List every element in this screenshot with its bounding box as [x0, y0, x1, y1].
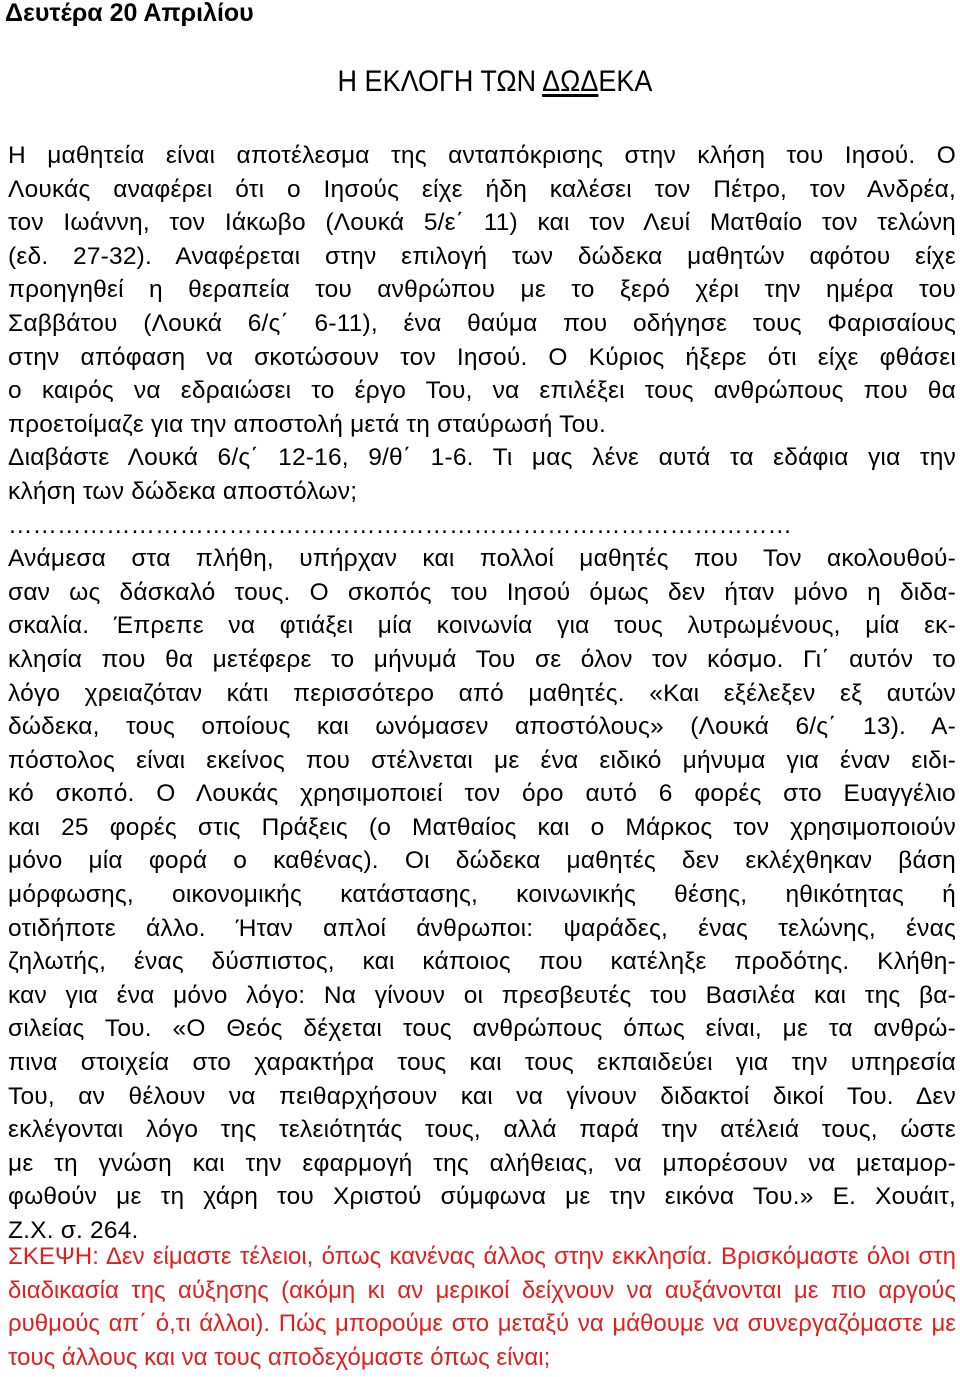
- body-line: πόστολος είναι εκείνος που στέλνεται με ένα ειδικό μήνυμα για έναν ειδι-: [8, 746, 956, 774]
- body-line: Ζ.Χ. σ. 264.: [8, 1217, 139, 1244]
- body-line: ο καιρός να εδραιώσει το έργο Του, να επιλέξει τους ανθρώπους που θα: [8, 377, 956, 405]
- page-title: [50, 64, 941, 100]
- title-text-end: ΕΚΑ: [598, 65, 653, 98]
- thought-section: [8, 1240, 956, 1374]
- body-line: καν για ένα μόνο λόγο: Να γίνουν οι πρεσβευτές του Βασιλέα και της βα-: [8, 981, 956, 1009]
- body-line: (εδ. 27-32). Αναφέρεται στην επιλογή των δώδεκα μαθητών αφότου είχε: [8, 242, 956, 270]
- body-line: σιλείας Του. «Ο Θεός δέχεται τους ανθρώπους όπως είναι, με τα ανθρώ-: [8, 1015, 956, 1043]
- body-line: οτιδήποτε άλλο. Ήταν απλοί άνθρωποι: ψαράδες, ένας τελώνης, ένας: [8, 914, 956, 942]
- body-line: σαν ως δάσκαλό τους. Ο σκοπός του Ιησού όμως δεν ήταν μόνο η διδα-: [8, 578, 956, 606]
- body-line: σκαλία. Έπρεπε να φτιάξει μία κοινωνία για τους λυτρωμένους, μία εκ-: [8, 612, 956, 640]
- question-line: κλήση των δώδεκα αποστόλων;: [8, 477, 358, 505]
- body-line: Ανάμεσα στα πλήθη, υπήρχαν και πολλοί μαθητές που Τον ακολουθού-: [8, 545, 956, 573]
- question-line: Διαβάστε Λουκά 6/ς΄ 12-16, 9/θ΄ 1-6. Τι μας λένε αυτά τα εδάφια για την: [8, 444, 956, 472]
- body-line: κλησία που θα μετέφερε το μήνυμά Του σε όλον τον κόσμο. Γι΄ αυτόν το: [8, 645, 956, 673]
- thought-line: ρυθμούς απ΄ ό,τι άλλοι). Πώς μπορούμε στο μεταξύ να μάθουμε να συνεργαζόμαστε με: [8, 1310, 956, 1337]
- body-line: και 25 φορές στις Πράξεις (ο Ματθαίος και ο Μάρκος τον χρησιμοποιούν: [8, 813, 956, 841]
- body-line: φωθούν με τη χάρη του Χριστού σύμφωνα με την εικόνα Του.» Ε. Χουάιτ,: [8, 1183, 956, 1211]
- body-line: τον Ιωάννη, τον Ιάκωβο (Λουκά 5/ε΄ 11) και τον Λευί Ματθαίο τον τελώνη: [8, 209, 956, 237]
- answer-dotted-line: ……………………………………………………………………………………: [8, 511, 792, 539]
- thought-line: ΣΚΕΨΗ: Δεν είμαστε τέλειοι, όπως κανένας άλλος στην εκκλησία. Βρισκόμαστε όλοι στη: [8, 1243, 956, 1270]
- body-line: με τη γνώση και την εφαρμογή της αλήθειας, να μπορέσουν να μεταμορ-: [8, 1149, 956, 1177]
- body-line: λόγο χρειαζόταν κάτι περισσότερο από μαθητές. «Και εξέλεξεν εξ αυτών: [8, 679, 956, 707]
- body-line: δώδεκα, τους οποίους και ωνόμασεν αποστόλους» (Λουκά 6/ς΄ 13). Α-: [8, 713, 956, 741]
- body-line: πινα στοιχεία στο χαρακτήρα τους και τους εκπαιδεύει για την υπηρεσία: [8, 1049, 956, 1077]
- date-heading: Δευτέρα 20 Απριλίου: [5, 0, 254, 27]
- body-line: μόρφωσης, οικονομικής κατάστασης, κοινωνικής θέσης, ηθικότητας ή: [8, 881, 956, 909]
- body-line: ζηλωτής, ένας δύσπιστος, και κάποιος που κατέληξε προδότης. Κλήθη-: [8, 948, 956, 976]
- body-line: Η μαθητεία είναι αποτέλεσμα της ανταπόκρισης στην κλήση του Ιησού. Ο: [8, 142, 956, 169]
- body-line: εκλέγονται λόγο της τελειότητάς τους, αλλά παρά την ατέλειά τους, ώστε: [8, 1116, 956, 1144]
- title-text-start: Η ΕΚΛΟΓΗ ΤΩΝ: [337, 65, 543, 98]
- body-line: στην απόφαση να σκοτώσουν τον Ιησού. Ο Κύριος ήξερε ότι είχε φθάσει: [8, 343, 956, 371]
- body-line: Του, αν θέλουν να πειθαρχήσουν και να γίνουν διδακτοί δικοί Του. Δεν: [8, 1082, 956, 1110]
- body-paragraphs: [8, 139, 956, 1248]
- body-line: Λουκάς αναφέρει ότι ο Ιησούς είχε ήδη καλέσει τον Πέτρο, τον Ανδρέα,: [8, 175, 956, 203]
- body-line: προετοίμαζε για την αποστολή μετά τη σταύρωσή Του.: [8, 410, 607, 438]
- thought-line: τους άλλους και να τους αποδεχόμαστε όπως είναι;: [8, 1343, 551, 1371]
- body-line: Σαββάτου (Λουκά 6/ς΄ 6-11), ένα θαύμα που οδήγησε τους Φαρισαίους: [8, 309, 956, 337]
- body-line: μόνο μία φορά ο καθένας). Οι δώδεκα μαθητές δεν εκλέχθηκαν βάση: [8, 847, 956, 875]
- body-line: προηγηθεί η θεραπεία του ανθρώπου με το ξερό χέρι την ημέρα του: [8, 276, 956, 304]
- body-line: κό σκοπό. Ο Λουκάς χρησιμοποιεί τον όρο αυτό 6 φορές στο Ευαγγέλιο: [8, 780, 956, 808]
- title-text-underlined: ΔΩΔ: [542, 65, 599, 98]
- thought-line: διαδικασία της αύξησης (ακόμη κι αν μερικοί δείχνουν να αυξάνονται με πιο αργούς: [8, 1276, 956, 1304]
